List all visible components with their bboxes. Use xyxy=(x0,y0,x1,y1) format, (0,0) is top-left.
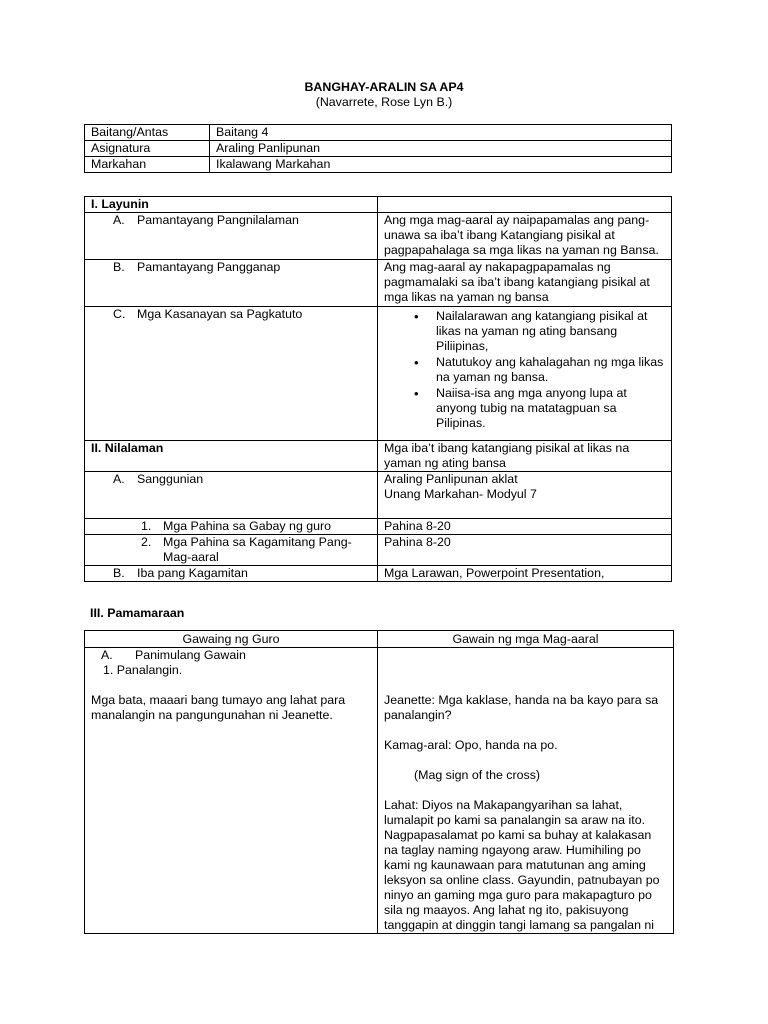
row-label-text: Pamantayang Pangnilalaman xyxy=(137,213,299,227)
row-value: Pahina 8-20 xyxy=(378,535,672,566)
table-row xyxy=(85,631,674,648)
row-value: Ang mga mag-aaral ay naipapamalas ang pang-unawa sa iba’t ibang Katangiang pisikal at pagpapahalaga sa mga likas na yaman ng Bansa. xyxy=(378,213,672,260)
section-heading-nilalaman: II. Nilalaman xyxy=(85,441,378,472)
table-row xyxy=(85,260,672,307)
section-heading-pamamaraan: III. Pamamaraan xyxy=(90,606,185,620)
document-author: (Navarrete, Rose Lyn B.) xyxy=(315,95,453,109)
row-marker: A. xyxy=(113,472,125,486)
info-value: Araling Panlipunan xyxy=(210,141,672,157)
mag-aaral-cell xyxy=(378,648,674,934)
row-label-text: Iba pang Kagamitan xyxy=(137,566,248,580)
info-value: Ikalawang Markahan xyxy=(210,157,672,173)
row-marker: 1. xyxy=(141,519,152,533)
mag-aaral-line: Kamag-aral: Opo, handa na po. xyxy=(384,738,558,752)
info-table xyxy=(84,124,672,173)
row-label xyxy=(85,307,378,441)
table-row xyxy=(85,472,672,519)
table-row xyxy=(85,535,672,566)
table-row xyxy=(85,141,672,157)
table-row xyxy=(85,157,672,173)
table-row xyxy=(85,307,672,441)
table-row xyxy=(85,197,672,213)
info-label: Markahan xyxy=(85,157,210,173)
row-value: Mga Larawan, Powerpoint Presentation, xyxy=(378,566,672,582)
row-label-text: Mga Pahina sa Gabay ng guro xyxy=(163,519,332,533)
row-label xyxy=(85,472,378,519)
skills-cell xyxy=(378,307,672,441)
table-row xyxy=(85,566,672,582)
panalangin-label: 1. Panalangin. xyxy=(103,663,183,677)
row-marker: B. xyxy=(113,260,125,274)
column-header-guro: Gawaing ng Guro xyxy=(85,631,378,648)
row-marker: 2. xyxy=(141,535,152,549)
row-label xyxy=(85,566,378,582)
table-row xyxy=(85,213,672,260)
info-label: Baitang/Antas xyxy=(85,125,210,141)
sanggunian-line: Araling Panlipunan aklat xyxy=(384,472,518,486)
panimula-marker: A. xyxy=(101,648,113,662)
guro-cell xyxy=(85,648,378,934)
row-value xyxy=(378,472,672,519)
row-label xyxy=(85,519,378,535)
row-value: Mga iba’t ibang katangiang pisikal at likas na yaman ng ating bansa xyxy=(378,441,672,472)
row-label-text: Sanggunian xyxy=(137,472,204,486)
info-value: Baitang 4 xyxy=(210,125,672,141)
row-value: Ang mag-aaral ay nakapagpapamalas ng pagmamalaki sa iba’t ibang katangiang pisikal at mga likas na yaman ng bansa xyxy=(378,260,672,307)
row-label xyxy=(85,260,378,307)
table-row xyxy=(85,648,674,934)
row-marker: B. xyxy=(113,566,125,580)
list-item: • Nailalarawan ang katangiang pisikal at likas na yaman ng ating bansang Piliipinas, xyxy=(436,309,665,354)
row-label xyxy=(85,535,378,566)
row-label-text: Mga Kasanayan sa Pagkatuto xyxy=(137,307,303,321)
procedure-table xyxy=(84,630,674,934)
column-header-mag-aaral: Gawain ng mga Mag-aaral xyxy=(378,631,674,648)
info-label: Asignatura xyxy=(85,141,210,157)
mag-aaral-line: (Mag sign of the cross) xyxy=(414,768,541,782)
list-item: • Naiisa-isa ang mga anyong lupa at anyong tubig na matatagpuan sa Pilipinas. xyxy=(436,386,665,431)
row-label-text: Mga Pahina sa Kagamitang Pang-Mag-aaral xyxy=(163,535,352,564)
row-label-text: Pamantayang Pangganap xyxy=(137,260,281,274)
row-marker: A. xyxy=(113,213,125,227)
panimula-heading xyxy=(101,648,371,663)
panimula-label: Panimulang Gawain xyxy=(135,648,246,662)
section-heading-layunin: I. Layunin xyxy=(85,197,378,213)
row-marker: C. xyxy=(113,307,126,321)
empty-cell xyxy=(378,197,672,213)
mag-aaral-line: Jeanette: Mga kaklase, handa na ba kayo para sa panalangin? xyxy=(384,693,659,722)
lesson-table xyxy=(84,196,672,582)
sanggunian-line: Unang Markahan- Modyul 7 xyxy=(384,487,537,501)
document-title: BANGHAY-ARALIN SA AP4 xyxy=(304,80,464,94)
list-item: • Natutukoy ang kahalagahan ng mga likas na yaman ng bansa. xyxy=(436,355,665,385)
row-label xyxy=(85,213,378,260)
table-row xyxy=(85,441,672,472)
mag-aaral-line: Lahat: Diyos na Makapangyarihan sa lahat, lumalapit po kami sa panalangin sa araw na ito. Nagpapasalamat po kami sa buhay at kalakasan na taglay naming ngayong araw. Humihiling po kami ng kaunawaan para matutunan ang aming leksyon sa online class. Gayundin, patnubayan po ninyo an gaming mga guro para makapagturo po sila ng maayos. Ang lahat ng ito, pakisuyong tanggapin at dinggin tangi lamang sa pangalan ni xyxy=(384,798,660,932)
row-value: Pahina 8-20 xyxy=(378,519,672,535)
table-row xyxy=(85,125,672,141)
table-row xyxy=(85,519,672,535)
skills-list xyxy=(384,309,665,431)
guro-instruction: Mga bata, maaari bang tumayo ang lahat para manalangin na pangungunahan ni Jeanette. xyxy=(91,693,346,722)
